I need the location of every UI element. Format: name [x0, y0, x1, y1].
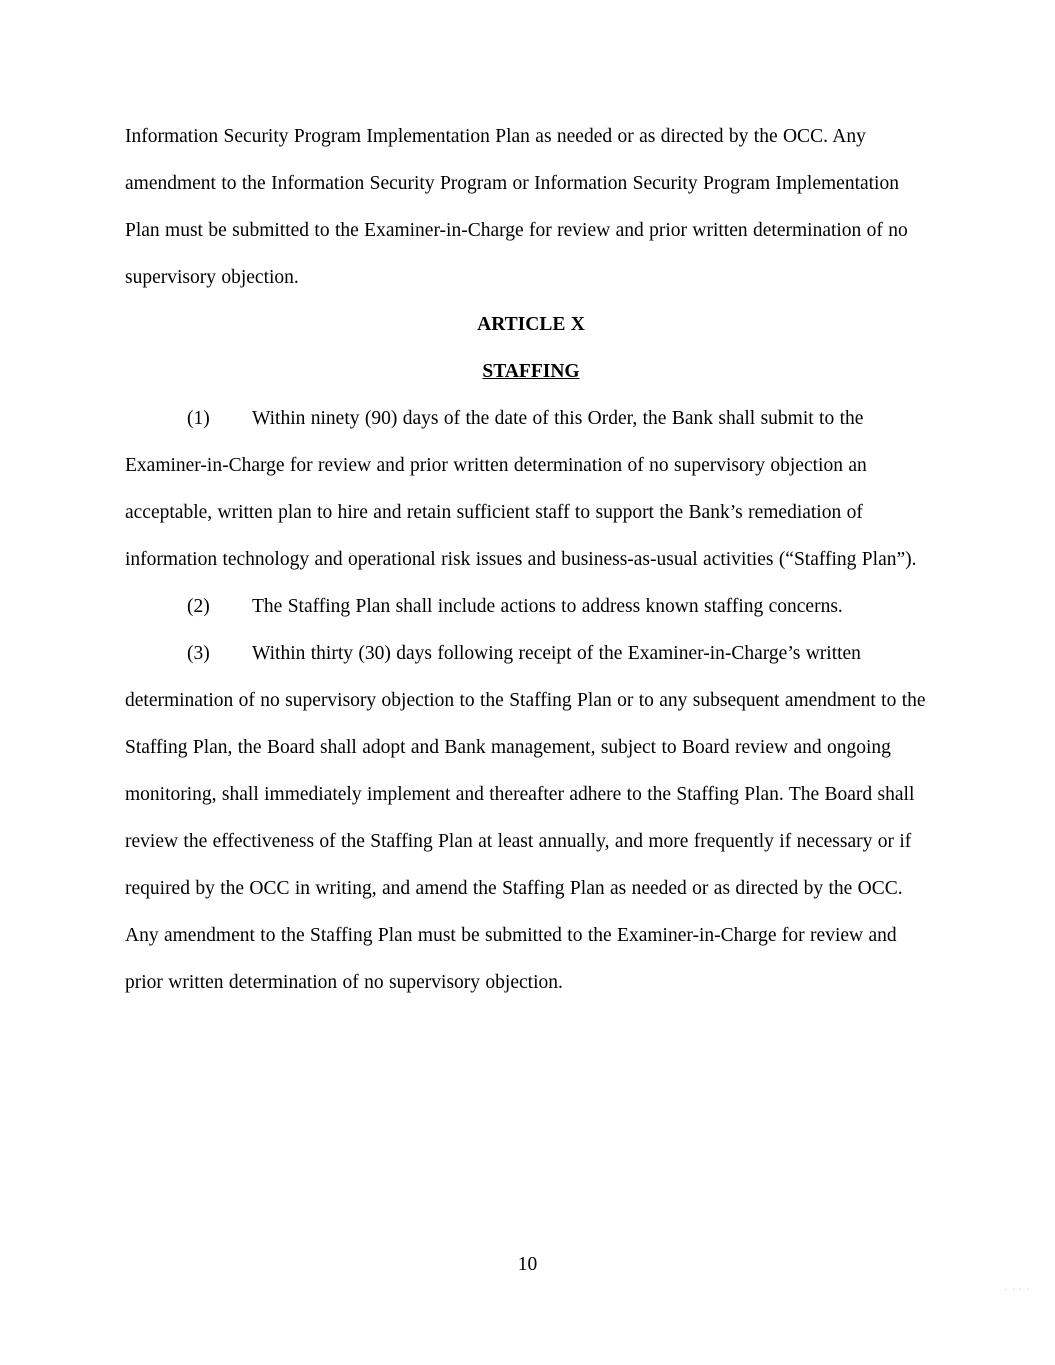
- paragraph-number: (2): [187, 596, 210, 617]
- paragraph-number: (3): [187, 643, 210, 664]
- document-body: [125, 113, 937, 1006]
- page-number: 10: [517, 1254, 538, 1275]
- numbered-paragraph-2: [125, 583, 937, 630]
- scan-artifact: ····: [1004, 1286, 1033, 1294]
- paragraph-text: The Staffing Plan shall include actions to address known staffing concerns.: [252, 596, 843, 617]
- intro-paragraph: Information Security Program Implementation Plan as needed or as directed by the OCC. Any amendment to the Information Security Program or Information Security Program Implementation Plan must be submitted to the Examiner-in-Charge for review and prior written determination of no supervisory objection.: [125, 126, 908, 288]
- article-heading: ARTICLE X: [477, 314, 585, 335]
- section-heading-text: STAFFING: [482, 361, 580, 382]
- paragraph-text: Within thirty (30) days following receipt of the Examiner-in-Charge’s written determination of no supervisory objection to the Staffing Plan or to any subsequent amendment to the Staffing Plan, the Board shall adopt and Bank management, subject to Board review and ongoing monitoring, shall immediately implement and thereafter adhere to the Staffing Plan. The Board shall review the effectiveness of the Staffing Plan at least annually, and more frequently if necessary or if required by the OCC in writing, and amend the Staffing Plan as needed or as directed by the OCC. Any amendment to the Staffing Plan must be submitted to the Examiner-in-Charge for review and prior written determination of no supervisory objection.: [125, 643, 926, 993]
- numbered-paragraph-3: [125, 630, 937, 1006]
- numbered-paragraph-1: [125, 395, 937, 583]
- paragraph-text: Within ninety (90) days of the date of this Order, the Bank shall submit to the Examiner-in-Charge for review and prior written determination of no supervisory objection an acceptable, written plan to hire and retain sufficient staff to support the Bank’s remediation of information technology and operational risk issues and business-as-usual activities (“Staffing Plan”).: [125, 408, 917, 570]
- section-heading: [125, 348, 937, 395]
- paragraph-number: (1): [187, 408, 210, 429]
